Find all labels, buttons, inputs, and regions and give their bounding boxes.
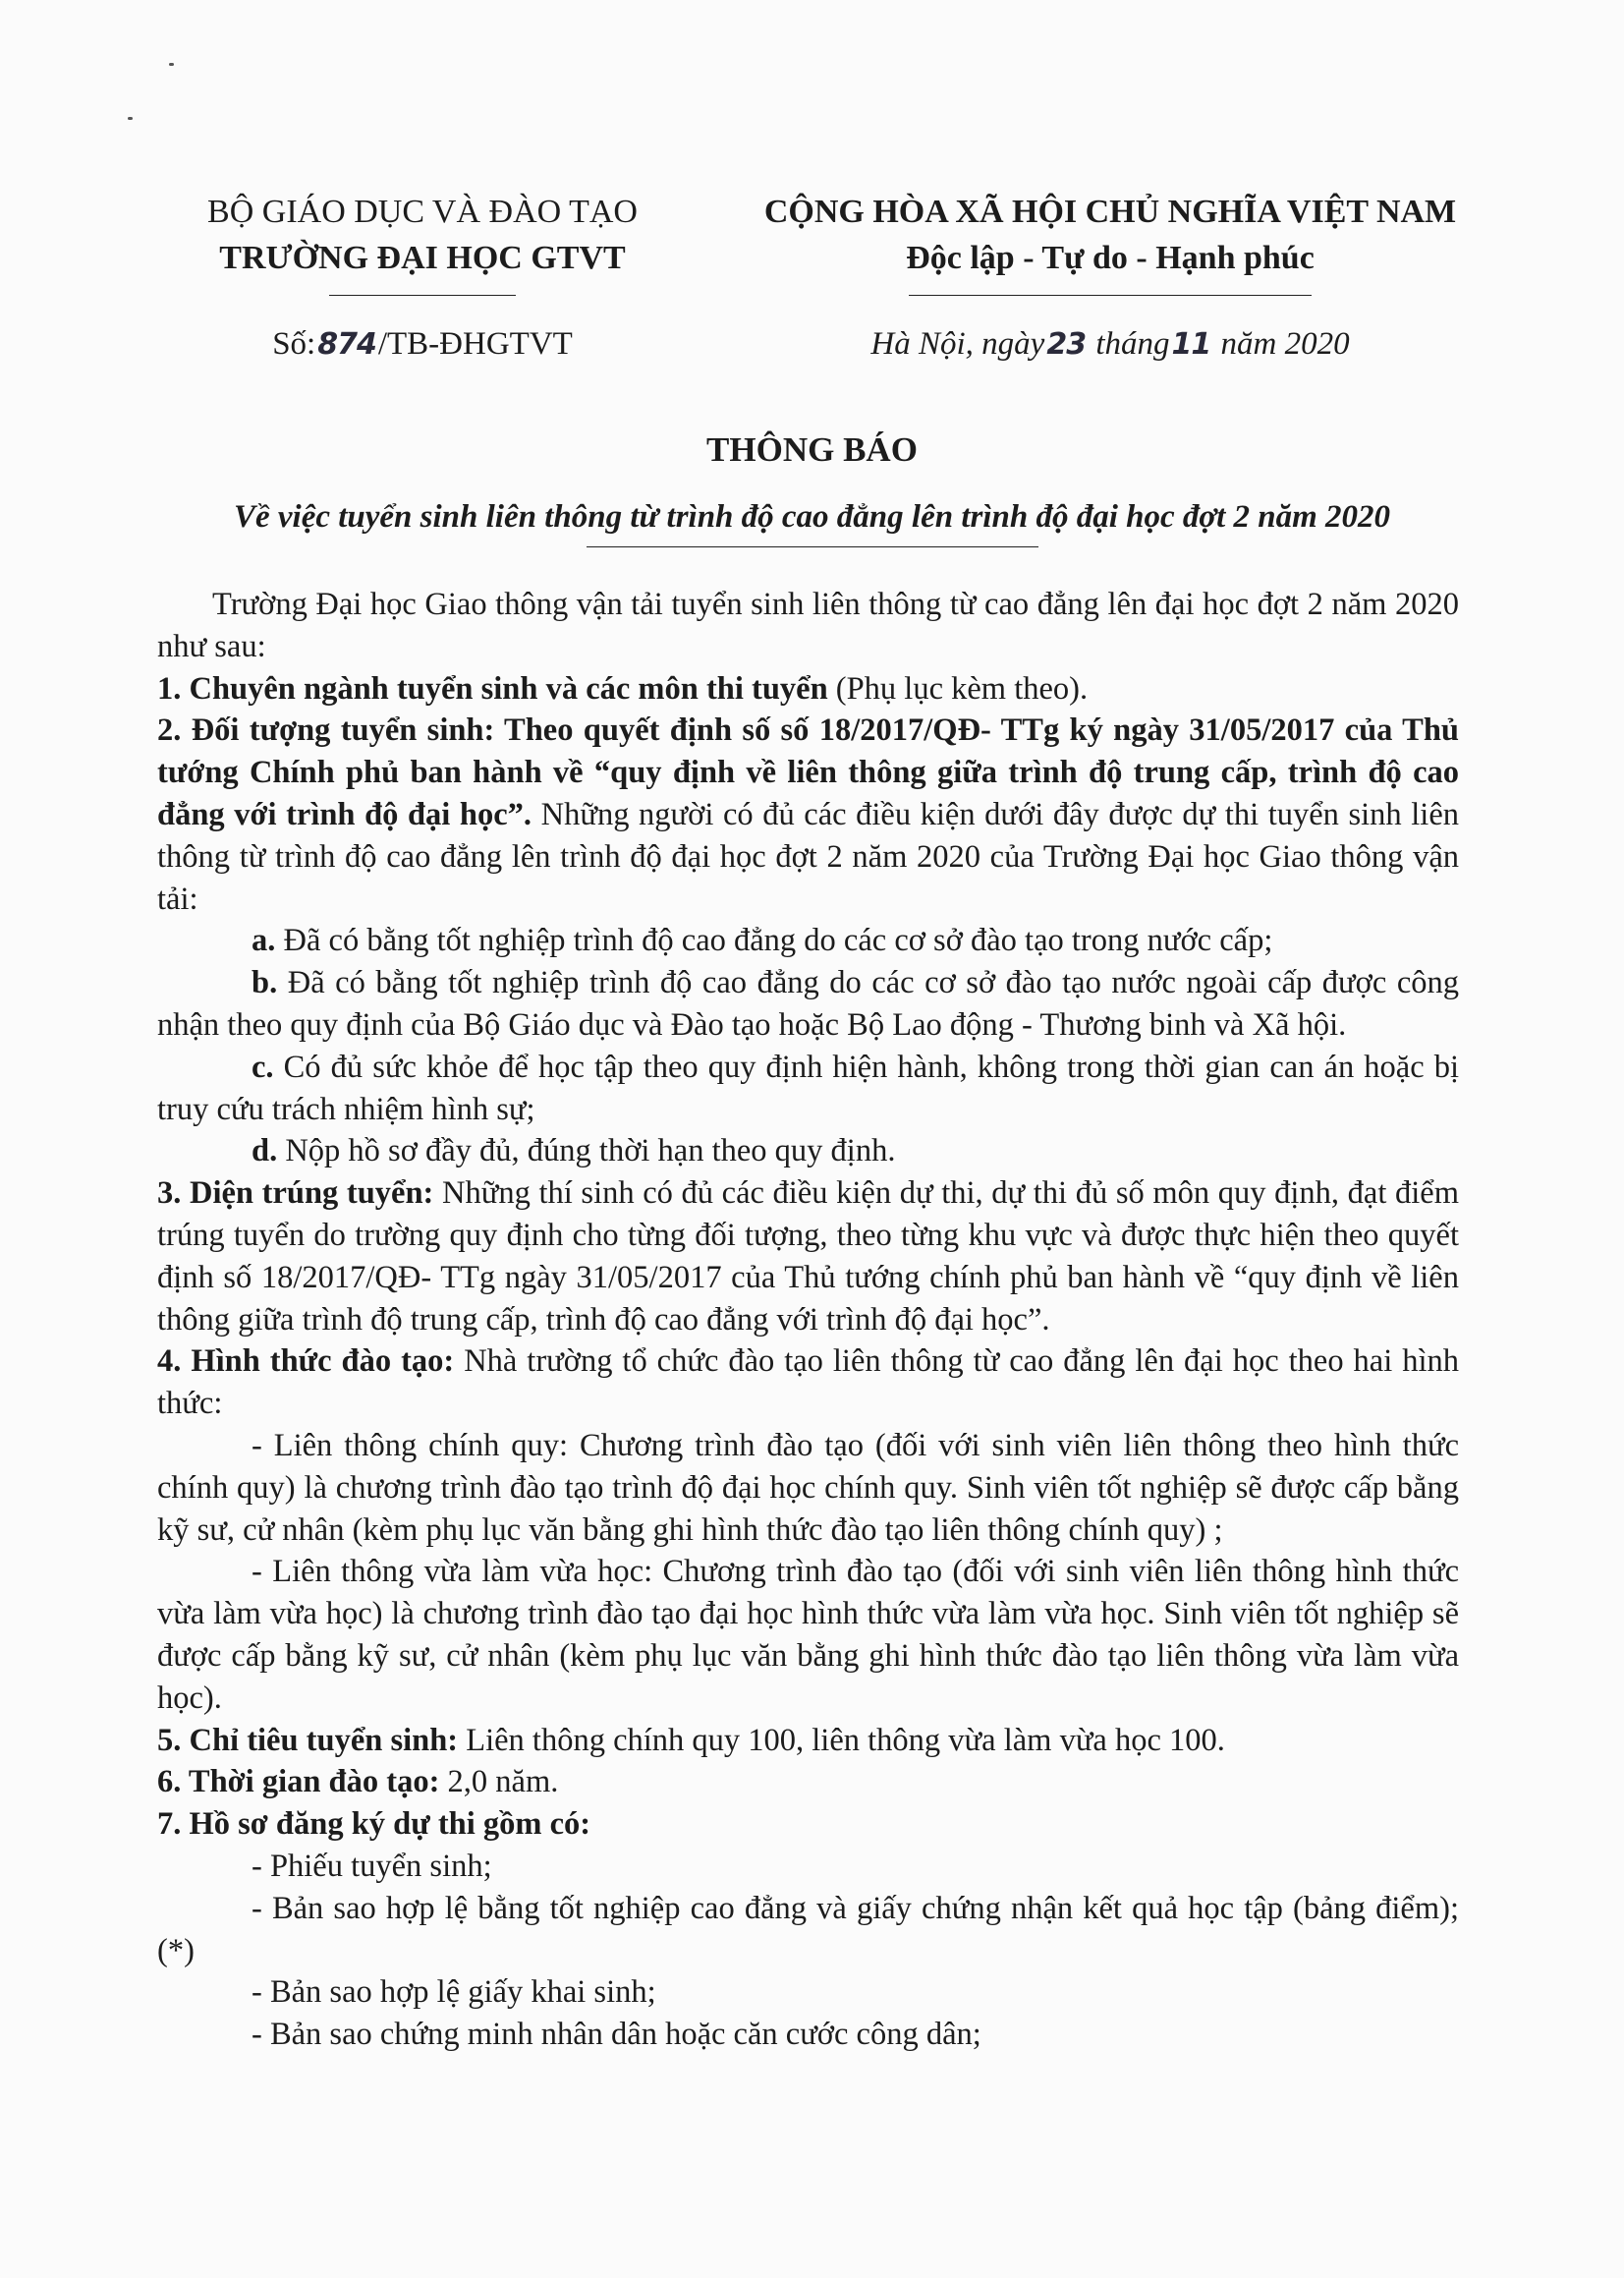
issuer-underline — [329, 295, 516, 296]
motto: Độc lập - Tự do - Hạnh phúc — [906, 240, 1315, 276]
document-number-suffix: /TB-ĐHGTVT — [377, 326, 573, 362]
item-label: b. — [252, 965, 278, 1001]
section-text: Những người có đủ các điều kiện dưới đây được dự thi tuyển sinh liên thông từ trình độ cao đẳng lên trình độ đại học đợt 2 năm 2020 của Trường Đại học Giao thông vận tải: — [157, 796, 1459, 917]
section-6 — [157, 1761, 1459, 1803]
list-item — [157, 1047, 1459, 1131]
subtitle-underline — [587, 546, 1038, 547]
item-text: Có đủ sức khỏe để học tập theo quy định hiện hành, không trong thời gian can án hoặc bị truy cứu trách nhiệm hình sự; — [157, 1049, 1459, 1127]
section-heading: 6. Thời gian đào tạo: — [157, 1764, 440, 1800]
scan-speck — [169, 63, 174, 66]
section-heading: 5. Chỉ tiêu tuyển sinh: — [157, 1722, 459, 1758]
date-prefix: Hà Nội, ngày — [870, 326, 1045, 362]
section-heading: 7. Hồ sơ đăng ký dự thi gồm có: — [157, 1806, 591, 1843]
country-name: CỘNG HÒA XÃ HỘI CHỦ NGHĨA VIỆT NAM — [763, 194, 1457, 230]
section-heading: 1. Chuyên ngành tuyển sinh và các môn thi tuyển — [157, 670, 828, 707]
document-body — [157, 584, 1459, 2056]
document-date — [688, 326, 1533, 363]
list-item: - Bản sao hợp lệ giấy khai sinh; — [252, 1974, 656, 2011]
section-text: Nhà trường tổ chức đào tạo liên thông từ cao đẳng lên đại học theo hai hình thức: — [157, 1343, 1459, 1422]
item-text: Đã có bằng tốt nghiệp trình độ cao đẳng do các cơ sở đào tạo nước ngoài cấp được công nhận theo quy định của Bộ Giáo dục và Đào tạo hoặc Bộ Lao động - Thương binh và Xã hội. — [157, 965, 1459, 1043]
list-item — [157, 962, 1459, 1047]
date-year: năm 2020 — [1212, 326, 1350, 362]
document-title: THÔNG BÁO — [706, 430, 918, 469]
item-text: Đã có bằng tốt nghiệp trình độ cao đẳng do các cơ sở đào tạo trong nước cấp; — [275, 923, 1273, 959]
section-2 — [157, 710, 1459, 920]
list-item — [157, 920, 1459, 962]
item-label: d. — [252, 1133, 278, 1169]
scan-speck — [128, 117, 133, 120]
section-heading: 3. Diện trúng tuyển: — [157, 1175, 434, 1212]
ministry-name: BỘ GIÁO DỤC VÀ ĐÀO TẠO — [207, 194, 638, 230]
document-number — [157, 326, 688, 363]
handwritten-number: 874 — [317, 327, 376, 362]
motto-underline — [909, 295, 1312, 296]
date-month-label: tháng — [1088, 326, 1170, 362]
title-block — [0, 427, 1624, 547]
list-item: - Liên thông vừa làm vừa học: Chương trình đào tạo (đối với sinh viên liên thông hình thức vừa làm vừa học) là chương trình đào tạo đại học hình thức vừa làm vừa học. Sinh viên tốt nghiệp sẽ được cấp bằng kỹ sư, cử nhân (kèm phụ lục văn bằng ghi hình thức đào tạo liên thông vừa làm vừa học). — [157, 1554, 1459, 1716]
document-header — [0, 189, 1624, 425]
item-text: Nộp hồ sơ đầy đủ, đúng thời hạn theo quy định. — [277, 1133, 896, 1169]
item-label: a. — [252, 923, 276, 959]
national-motto-block — [688, 189, 1533, 296]
list-item: - Bản sao chứng minh nhân dân hoặc căn cước công dân; — [252, 2017, 981, 2053]
document-number-prefix: Số: — [272, 326, 316, 362]
list-item: - Liên thông chính quy: Chương trình đào tạo (đối với sinh viên liên thông theo hình thức chính quy) là chương trình đào tạo trình độ đại học chính quy. Sinh viên tốt nghiệp sẽ được cấp bằng kỹ sư, cử nhân (kèm phụ lục văn bằng ghi hình thức đào tạo liên thông chính quy) ; — [157, 1427, 1459, 1548]
handwritten-month: 11 — [1171, 327, 1211, 362]
issuer-block — [157, 189, 688, 296]
list-item — [157, 1130, 1459, 1172]
section-text: (Phụ lục kèm theo). — [827, 670, 1089, 707]
section-1 — [157, 668, 1459, 711]
intro-paragraph: Trường Đại học Giao thông vận tải tuyển sinh liên thông từ cao đẳng lên đại học đợt 2 năm 2020 như sau: — [157, 587, 1459, 664]
list-item: - Bản sao hợp lệ bằng tốt nghiệp cao đẳng và giấy chứng nhận kết quả học tập (bảng điểm); (*) — [157, 1890, 1459, 1968]
document-subtitle: Về việc tuyển sinh liên thông từ trình độ cao đẳng lên trình độ đại học đợt 2 năm 2020 — [233, 499, 1391, 535]
list-item: - Phiếu tuyển sinh; — [252, 1848, 492, 1884]
section-heading: 2. Đối tượng tuyển sinh: Theo quyết định số số 18/2017/QĐ- TTg ký ngày 31/05/2017 của Thủ tướng Chính phủ ban hành về “quy định về liên thông giữa trình độ trung cấp, trình độ cao đẳng với trình độ đại học”. — [157, 712, 1459, 832]
section-7 — [157, 1803, 1459, 1846]
university-name: TRƯỜNG ĐẠI HỌC GTVT — [219, 240, 626, 276]
item-label: c. — [252, 1049, 274, 1085]
section-3 — [157, 1172, 1459, 1340]
section-5 — [157, 1720, 1459, 1762]
section-text: 2,0 năm. — [439, 1764, 559, 1800]
handwritten-day: 23 — [1046, 327, 1087, 362]
section-text: Liên thông chính quy 100, liên thông vừa làm vừa học 100. — [458, 1722, 1225, 1758]
section-4 — [157, 1340, 1459, 1425]
section-heading: 4. Hình thức đào tạo: — [157, 1343, 455, 1380]
section-text: Những thí sinh có đủ các điều kiện dự thi, dự thi đủ số môn quy định, đạt điểm trúng tuyển do trường quy định cho từng đối tượng, theo từng khu vực và được thực hiện theo quyết định số 18/2017/QĐ- TTg ngày 31/05/2017 của Thủ tướng chính phủ ban hành về “quy định về liên thông giữa trình độ trung cấp, trình độ cao đẳng với trình độ đại học”. — [157, 1175, 1459, 1338]
